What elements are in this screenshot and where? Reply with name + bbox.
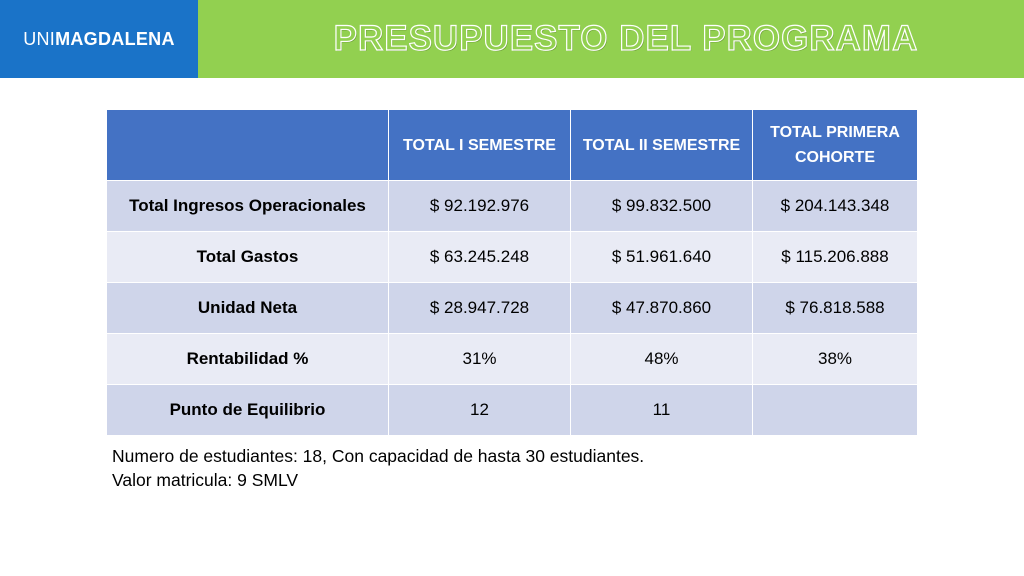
column-header-semestre-1: TOTAL I SEMESTRE bbox=[389, 110, 571, 181]
row-label: Rentabilidad % bbox=[107, 334, 389, 385]
table-row bbox=[107, 283, 918, 334]
table-cell: 38% bbox=[753, 334, 918, 385]
table-cell bbox=[753, 385, 918, 436]
table-cell: 48% bbox=[571, 334, 753, 385]
unimagdalena-logo bbox=[23, 29, 175, 50]
table-cell: $ 92.192.976 bbox=[389, 181, 571, 232]
table-cell: $ 28.947.728 bbox=[389, 283, 571, 334]
table-row bbox=[107, 181, 918, 232]
row-label: Total Ingresos Operacionales bbox=[107, 181, 389, 232]
column-header-empty bbox=[107, 110, 389, 181]
logo-block bbox=[0, 0, 198, 78]
table-cell: $ 63.245.248 bbox=[389, 232, 571, 283]
note-tuition: Valor matricula: 9 SMLV bbox=[112, 470, 299, 490]
logo-text-light: UNI bbox=[23, 28, 56, 49]
table-cell: $ 47.870.860 bbox=[571, 283, 753, 334]
row-label: Punto de Equilibrio bbox=[107, 385, 389, 436]
table-row bbox=[107, 385, 918, 436]
table-cell: $ 99.832.500 bbox=[571, 181, 753, 232]
budget-table bbox=[106, 109, 918, 436]
logo-text-bold: MAGDALENA bbox=[55, 28, 175, 49]
table-cell: 11 bbox=[571, 385, 753, 436]
page-title: PRESUPUESTO DEL PROGRAMA bbox=[333, 19, 919, 58]
table-row bbox=[107, 334, 918, 385]
table-cell: 31% bbox=[389, 334, 571, 385]
table-cell: 12 bbox=[389, 385, 571, 436]
table-header-row bbox=[107, 110, 918, 181]
column-header-primera-cohorte: TOTAL PRIMERA COHORTE bbox=[753, 110, 918, 181]
table-cell: $ 204.143.348 bbox=[753, 181, 918, 232]
row-label: Unidad Neta bbox=[107, 283, 389, 334]
table-cell: $ 76.818.588 bbox=[753, 283, 918, 334]
notes bbox=[112, 444, 644, 492]
row-label: Total Gastos bbox=[107, 232, 389, 283]
table-cell: $ 115.206.888 bbox=[753, 232, 918, 283]
table-cell: $ 51.961.640 bbox=[571, 232, 753, 283]
column-header-semestre-2: TOTAL II SEMESTRE bbox=[571, 110, 753, 181]
note-students: Numero de estudiantes: 18, Con capacidad de hasta 30 estudiantes. bbox=[112, 446, 645, 466]
table-row bbox=[107, 232, 918, 283]
